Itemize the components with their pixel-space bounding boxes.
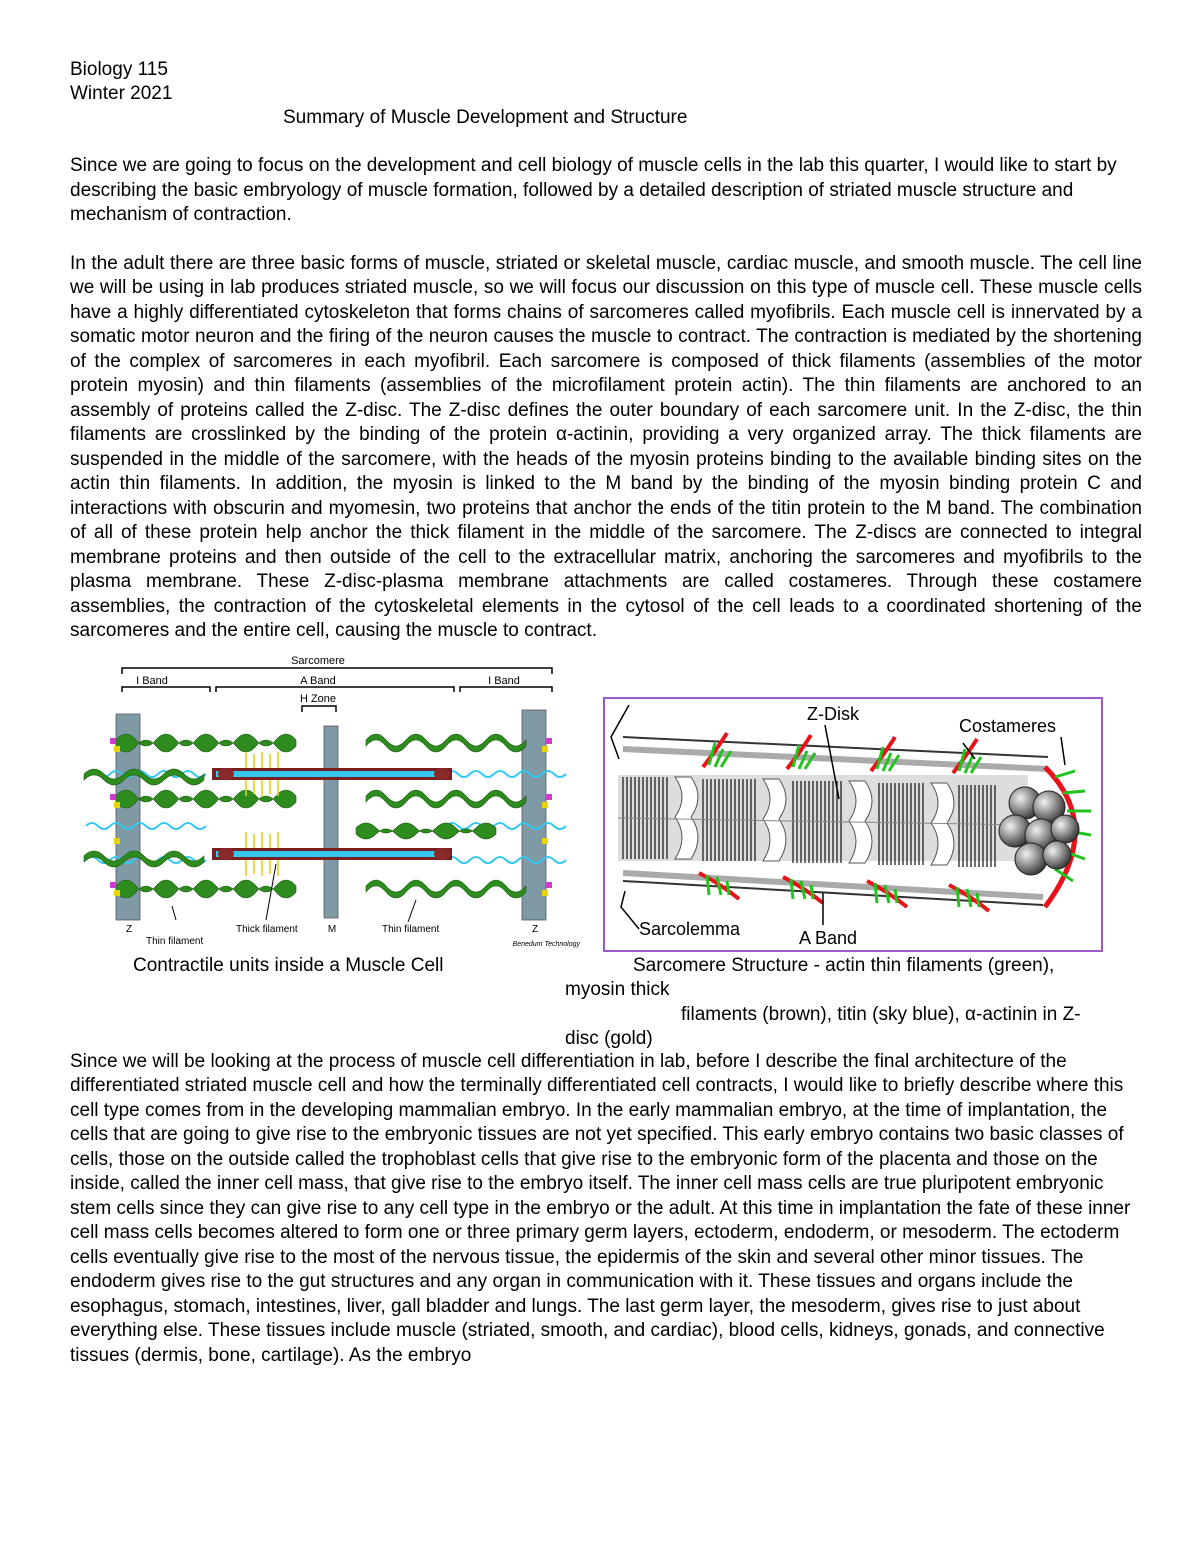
label-m: M: [327, 923, 337, 935]
label-sarcolemma: Sarcolemma: [639, 918, 741, 939]
label-i-band-left: I Band: [136, 674, 168, 687]
label-z-disk: Z-Disk: [807, 703, 859, 724]
label-thick-filament: Thick filament: [236, 923, 298, 935]
label-sarcomere: Sarcomere: [291, 654, 345, 667]
costamere-diagram: [603, 697, 1103, 952]
m-line: [324, 726, 338, 918]
document-title: Summary of Muscle Development and Structure: [283, 107, 688, 128]
label-z-left: Z: [126, 923, 133, 935]
myofibrils: [618, 775, 1028, 867]
caption-right-line3: filaments (brown), titin (sky blue), α-actinin in Z-: [681, 1003, 1081, 1025]
label-i-band-right: I Band: [488, 674, 520, 687]
caption-right-line2: myosin thick: [565, 979, 670, 1000]
paragraph-embryology: Since we will be looking at the process of muscle cell differentiation in lab, before I describe the final architecture of the differentiated striated muscle cell and how the terminally differentiated cell contracts, I would like to briefly describe where this cell type comes from in the developing mammalian embryo. In the early mammalian embryo, at the time of implantation, the cells that are going to give rise to the embryonic tissues are not yet specified. This early embryo contains two basic classes of cells, those on the outside called the trophoblast cells that give rise to the embryonic form of the placenta and those on the inside, called the inner cell mass, that give rise to the embryo itself. The inner cell mass cells are true pluripotent embryonic stem cells since they can give rise to any cell type in the embryo or the adult. At this time in implantation the fate of these inner cell mass cells becomes altered to form one or three primary germ layers, ectoderm, endoderm, or mesoderm. The ectoderm cells eventually give rise to the most of the nervous tissue, the epidermis of the skin and several other minor tissues. The endoderm gives rise to the gut structures and any organ in communication with it. These tissues and organs include the esophagus, stomach, intestines, liver, gall bladder and lungs. The last germ layer, the mesoderm, gives rise to just about everything else. These tissues include muscle (striated, smooth, and cardiac), blood cells, kidneys, gonads, and connective tissues (dermis, bone, cartilage). As the embryo: [70, 1050, 1131, 1366]
document-page: [70, 58, 1142, 1368]
label-a-band-right: A Band: [799, 927, 858, 948]
label-a-band: A Band: [300, 674, 336, 687]
label-z-right: Z: [532, 923, 539, 935]
paragraph-intro: Since we are going to focus on the development and cell biology of muscle cells in the lab this quarter, I would like to start by describing the basic embryology of muscle formation, followed by a detailed description of striated muscle structure and mechanism of contraction.: [70, 155, 1117, 225]
caption-right-line1: Sarcomere Structure - actin thin filaments (green),: [633, 954, 1055, 976]
caption-right-line4: disc (gold): [565, 1028, 653, 1049]
caption-left: Contractile units inside a Muscle Cell: [133, 954, 444, 976]
course-name: Biology 115: [70, 59, 168, 80]
label-h-zone: H Zone: [299, 692, 337, 705]
label-thin-filament-right: Thin filament: [382, 923, 440, 935]
label-thin-filament-left: Thin filament: [146, 935, 204, 947]
term: Winter 2021: [70, 83, 173, 104]
thin-filaments-right: [356, 734, 526, 898]
caption-right: [565, 954, 1145, 1052]
label-costameres: Costameres: [959, 715, 1057, 736]
sarcomere-diagram: [76, 650, 582, 952]
figure-row: [70, 650, 1142, 1049]
paragraph-muscle-structure: In the adult there are three basic forms of muscle, striated or skeletal muscle, cardiac muscle, and smooth muscle. The cell line we will be using in lab produces striated muscle, so we will focus our discussion on this type of muscle cell. These muscle cells have a highly differentiated cytoskeleton that forms chains of sarcomeres called myofibrils. Each muscle cell is innervated by a somatic motor neuron and the firing of the neuron causes the muscle to contract. The contraction is mediated by the shortening of the complex of sarcomeres in each myofibril. Each sarcomere is composed of thick filaments (assemblies of the motor protein myosin) and thin filaments (assemblies of the microfilament protein actin). The thin filaments are anchored to an assembly of proteins called the Z-disc. The Z-disc defines the outer boundary of each sarcomere unit. In the Z-disc, the thin filaments are crosslinked by the binding of the protein α-actinin, providing a very organized array. The thick filaments are suspended in the middle of the sarcomere, with the heads of the myosin proteins binding to the available binding sites on the actin thin filaments. In addition, the myosin is linked to the M band by the binding of the myosin binding protein C and interactions with obscurin and myomesin, two proteins that anchor the ends of the titin protein to the M band. The combination of all of these protein help anchor the thick filament in the middle of the sarcomere. The Z-discs are connected to integral membrane proteins and then outside of the cell to the extracellular matrix, anchoring the sarcomeres and myofibrils to the plasma membrane. These Z-disc-plasma membrane attachments are called costameres. Through these costamere assemblies, the contraction of the cytoskeletal elements in the cytosol of the cell leads to a coordinated shortening of the sarcomeres and the entire cell, causing the muscle to contract.: [70, 252, 1142, 641]
figure-credit: Benedum Technology: [512, 940, 580, 948]
